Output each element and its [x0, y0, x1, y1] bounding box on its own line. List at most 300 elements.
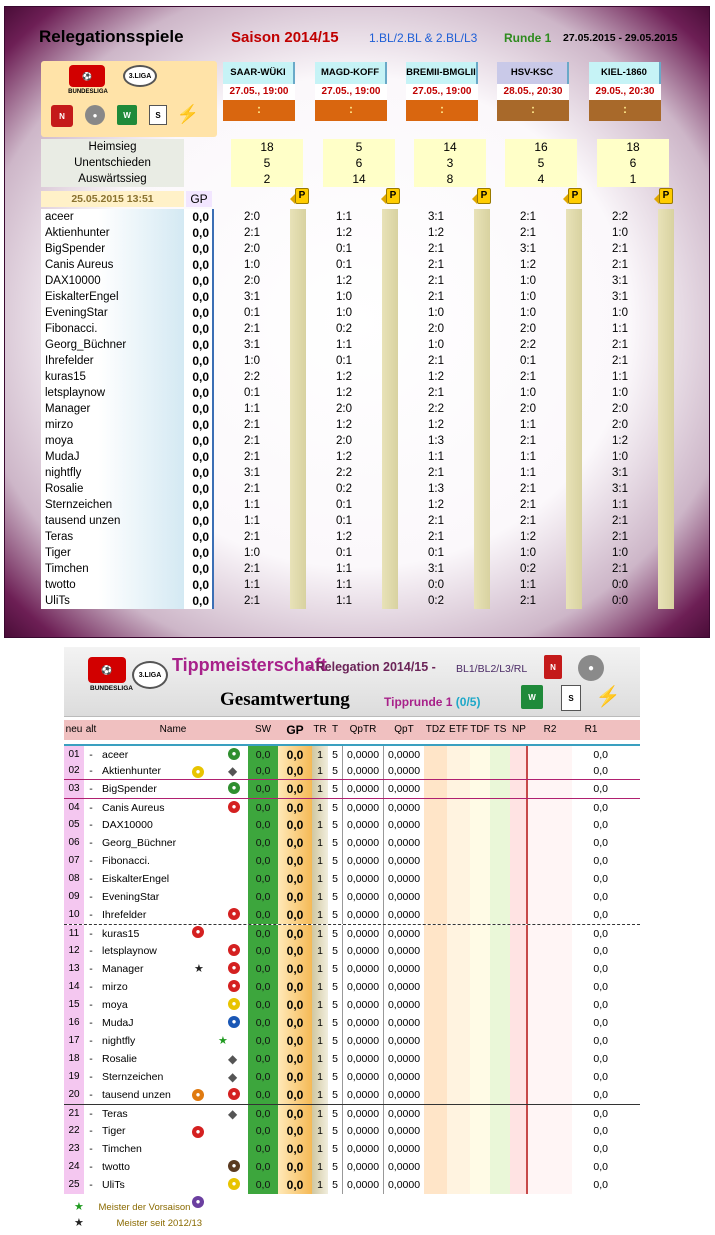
player-gp: 0,0: [184, 449, 214, 465]
col-ts: [490, 978, 510, 996]
tip-spacer: [382, 417, 398, 433]
match-name: KIEL-1860: [589, 62, 661, 84]
player-gp: 0,0: [184, 577, 214, 593]
tip-spacer: [290, 321, 306, 337]
tip-spacer: [382, 225, 398, 241]
tip-spacer: [290, 305, 306, 321]
club-badges: [188, 960, 248, 978]
tip-spacer: [474, 273, 490, 289]
score-r1: 0,0: [593, 981, 608, 993]
player-name: kuras15: [41, 369, 184, 385]
col-ts: [490, 834, 510, 852]
club-badges: [188, 1068, 248, 1100]
player-name: letsplaynow: [41, 385, 184, 401]
player-name: Timchen: [102, 1143, 142, 1155]
col-r2: [528, 925, 572, 942]
score-qpt: 0,0000: [387, 873, 421, 885]
player-name: Aktienhunter: [41, 225, 184, 241]
player-name: tausend unzen: [41, 513, 184, 529]
col-ts: [490, 852, 510, 870]
rank-new: 25: [64, 1176, 84, 1194]
score-sw: 0,0: [248, 1122, 278, 1140]
tip-value: 1:1: [244, 499, 260, 511]
score-r1: 0,0: [593, 1035, 608, 1047]
score-qptr: 0,0000: [342, 1032, 384, 1050]
bayern-liga-icon: ⚡: [595, 685, 621, 708]
tip-value: 2:1: [520, 515, 536, 527]
tip-spacer: [382, 385, 398, 401]
tip-value: 2:1: [428, 467, 444, 479]
tip-spacer: [382, 353, 398, 369]
player-name: Teras: [102, 1108, 128, 1120]
score-r1: 0,0: [593, 1089, 608, 1101]
bundesliga-logo-text: BUNDESLIGA: [90, 685, 133, 692]
tip-value: 0:1: [336, 499, 352, 511]
ranking-row: [64, 762, 640, 780]
rank-old: -: [89, 1143, 93, 1155]
score-qptr: 0,0000: [342, 799, 384, 816]
rank-old: -: [89, 1035, 93, 1047]
col-etf: [447, 925, 470, 942]
rank-old: -: [89, 765, 93, 777]
tip-value: 1:3: [428, 435, 444, 447]
score-gp: 0,0: [278, 1140, 312, 1158]
tip-row: [41, 529, 679, 545]
stat-value: 6: [323, 155, 395, 171]
rank-old: -: [89, 783, 93, 795]
column-header: alt: [85, 724, 97, 735]
stat-value: 18: [597, 139, 669, 155]
score-t: 5: [332, 1035, 338, 1047]
tip-spacer: [658, 593, 674, 609]
match-column: [406, 62, 478, 121]
col-np: [510, 1140, 528, 1158]
club-badges: [188, 942, 248, 975]
col-tdz: [424, 834, 447, 852]
col-np: [510, 780, 528, 798]
score-t: 5: [332, 891, 338, 903]
tip-spacer: [658, 561, 674, 577]
club-badges: [188, 816, 248, 834]
tip-spacer: [566, 241, 582, 257]
score-gp: 0,0: [278, 799, 312, 816]
rank-old: -: [89, 1179, 93, 1191]
tipprunde-text: Tipprunde 1: [384, 695, 453, 709]
rank-old: -: [89, 749, 93, 761]
col-tdf: [470, 925, 490, 942]
tip-row: [41, 417, 679, 433]
player-gp: 0,0: [184, 289, 214, 305]
col-tdf: [470, 1105, 490, 1122]
tip-spacer: [658, 241, 674, 257]
tip-spacer: [658, 481, 674, 497]
tip-value: 1:1: [612, 371, 628, 383]
club-badge-icon: ●: [192, 766, 204, 778]
tip-spacer: [382, 273, 398, 289]
score-t: 5: [332, 1179, 338, 1191]
col-tdf: [470, 1032, 490, 1050]
rank-new: 13: [64, 960, 84, 978]
p-button[interactable]: P: [659, 188, 673, 204]
tip-row: [41, 593, 679, 609]
tip-spacer: [382, 401, 398, 417]
club-badges: [188, 906, 248, 937]
rank-new: 12: [64, 942, 84, 960]
score-sw: 0,0: [248, 1050, 278, 1068]
player-name: EiskalterEngel: [102, 873, 170, 885]
tip-row: [41, 289, 679, 305]
score-sw: 0,0: [248, 762, 278, 779]
rank-new: 04: [64, 799, 84, 816]
tip-value: 2:1: [244, 435, 260, 447]
col-etf: [447, 780, 470, 798]
tip-value: 2:1: [612, 339, 628, 351]
col-tdf: [470, 834, 490, 852]
col-r2: [528, 780, 572, 798]
score-tr: 1: [312, 834, 328, 852]
ranking-row: [64, 1158, 640, 1176]
ball-icon: ●: [85, 105, 105, 125]
tip-spacer: [566, 545, 582, 561]
col-np: [510, 870, 528, 888]
score-qptr: 0,0000: [342, 1176, 384, 1194]
col-tdf: [470, 960, 490, 978]
tip-value: 1:1: [336, 595, 352, 607]
ranking-row: [64, 816, 640, 834]
rank-new: 23: [64, 1140, 84, 1158]
col-etf: [447, 1122, 470, 1140]
tip-value: 2:0: [612, 403, 628, 415]
col-tdz: [424, 925, 447, 942]
score-qpt: 0,0000: [387, 891, 421, 903]
p-button[interactable]: P: [295, 188, 309, 204]
tip-row: [41, 449, 679, 465]
col-tdz: [424, 942, 447, 960]
player-gp: 0,0: [184, 337, 214, 353]
score-tr: 1: [312, 1105, 328, 1122]
club-badges: [188, 996, 248, 1014]
col-etf: [447, 1140, 470, 1158]
score-gp: 0,0: [278, 888, 312, 906]
player-gp: 0,0: [184, 241, 214, 257]
stat-value: 1: [597, 171, 669, 187]
club-badges: [188, 746, 248, 777]
stat-value: 4: [505, 171, 577, 187]
player-name: Sternzeichen: [102, 1071, 164, 1083]
club-badge-icon: ●: [228, 1160, 240, 1172]
score-gp: 0,0: [278, 834, 312, 852]
tip-spacer: [566, 433, 582, 449]
ranking-row: [64, 852, 640, 870]
score-qpt: 0,0000: [387, 1017, 421, 1029]
column-header: QpTR: [349, 724, 377, 735]
score-qpt: 0,0000: [387, 1089, 421, 1101]
tip-spacer: [290, 465, 306, 481]
col-etf: [447, 762, 470, 779]
col-tdf: [470, 746, 490, 762]
star-black-icon: ★: [194, 963, 204, 975]
player-name: letsplaynow: [102, 945, 157, 957]
liga3-logo: 3.LIGA: [123, 65, 157, 87]
score-r1: 0,0: [593, 837, 608, 849]
col-tdz: [424, 780, 447, 798]
score-tr: 1: [312, 1122, 328, 1140]
match-name: HSV-KSC: [497, 62, 569, 84]
tip-spacer: [290, 545, 306, 561]
player-name: Aktienhunter: [102, 765, 161, 777]
tip-value: 2:2: [336, 467, 352, 479]
score-t: 5: [332, 783, 338, 795]
tip-value: 3:1: [612, 291, 628, 303]
col-etf: [447, 1105, 470, 1122]
player-name: mirzo: [41, 417, 184, 433]
tip-spacer: [658, 353, 674, 369]
col-tdz: [424, 1050, 447, 1068]
tip-spacer: [658, 449, 674, 465]
score-r1: 0,0: [593, 783, 608, 795]
col-tdf: [470, 1050, 490, 1068]
relegation-subtitle: - Relegation 2014/15 -: [308, 660, 436, 674]
rank-new: 21: [64, 1105, 84, 1122]
tip-spacer: [566, 305, 582, 321]
col-tdz: [424, 978, 447, 996]
column-header: GP: [286, 723, 304, 737]
player-name: Ihrefelder: [102, 909, 147, 921]
tip-value: 2:1: [520, 483, 536, 495]
score-qptr: 0,0000: [342, 1014, 384, 1032]
col-tdz: [424, 1158, 447, 1176]
col-np: [510, 942, 528, 960]
gp-header: GP: [186, 191, 212, 207]
club-badges: [188, 1176, 248, 1207]
col-tdz: [424, 1032, 447, 1050]
tip-row: [41, 401, 679, 417]
player-name: Georg_Büchner: [41, 337, 184, 353]
score-qptr: 0,0000: [342, 746, 384, 762]
ranking-row: [64, 1176, 640, 1207]
score-qpt: 0,0000: [387, 783, 421, 795]
ranking-row: [64, 996, 640, 1014]
score-tr: 1: [312, 1068, 328, 1086]
stat-label-auswaertssieg: Auswärtssieg: [41, 171, 184, 187]
score-qptr: 0,0000: [342, 816, 384, 834]
score-gp: 0,0: [278, 746, 312, 762]
col-np: [510, 816, 528, 834]
player-gp: 0,0: [184, 545, 214, 561]
player-name: UliTs: [41, 593, 184, 609]
tip-value: 1:2: [336, 371, 352, 383]
score-qpt: 0,0000: [387, 945, 421, 957]
tip-spacer: [658, 289, 674, 305]
col-tdz: [424, 746, 447, 762]
player-gp: 0,0: [184, 257, 214, 273]
tip-spacer: [382, 497, 398, 513]
tip-value: 1:0: [244, 355, 260, 367]
tipprunde-label: [384, 695, 480, 709]
club-badge-icon: ●: [192, 926, 204, 938]
tip-value: 2:1: [520, 227, 536, 239]
tip-spacer: [658, 417, 674, 433]
col-etf: [447, 978, 470, 996]
match-column: [497, 62, 569, 121]
tip-value: 2:1: [612, 531, 628, 543]
tip-spacer: [658, 465, 674, 481]
score-r1: 0,0: [593, 873, 608, 885]
stat-value: 5: [323, 139, 395, 155]
tip-spacer: [566, 369, 582, 385]
col-ts: [490, 762, 510, 779]
club-badge-icon: ●: [228, 962, 240, 974]
tip-spacer: [382, 593, 398, 609]
player-name: Manager: [102, 963, 144, 975]
col-r2: [528, 906, 572, 924]
tip-value: 2:1: [428, 291, 444, 303]
col-tdf: [470, 1158, 490, 1176]
score-r1: 0,0: [593, 1053, 608, 1065]
score-t: 5: [332, 999, 338, 1011]
ranking-row: [64, 960, 640, 978]
score-sw: 0,0: [248, 746, 278, 762]
tip-value: 1:0: [520, 275, 536, 287]
score-tr: 1: [312, 870, 328, 888]
stat-value: 16: [505, 139, 577, 155]
column-header: Name: [159, 724, 187, 735]
col-ts: [490, 960, 510, 978]
star-green-icon: ★: [218, 1035, 228, 1047]
club-badge-icon: ●: [228, 1178, 240, 1190]
col-etf: [447, 1014, 470, 1032]
p-button[interactable]: P: [477, 188, 491, 204]
score-qptr: 0,0000: [342, 1105, 384, 1122]
player-name: aceer: [102, 749, 129, 761]
ranking-row: [64, 1050, 640, 1068]
tip-row: [41, 513, 679, 529]
ranking-row: [64, 870, 640, 888]
tip-spacer: [658, 433, 674, 449]
legend-text: Meister der Vorsaison: [98, 1202, 191, 1213]
page-title: Relegationsspiele: [39, 27, 184, 46]
tip-spacer: [382, 241, 398, 257]
tip-spacer: [474, 369, 490, 385]
col-etf: [447, 906, 470, 924]
col-np: [510, 746, 528, 762]
col-etf: [447, 852, 470, 870]
column-header: neu: [65, 724, 83, 735]
player-name: Canis Aureus: [41, 257, 184, 273]
score-sw: 0,0: [248, 1158, 278, 1176]
tip-row: [41, 497, 679, 513]
tip-spacer: [290, 449, 306, 465]
stat-value: 14: [414, 139, 486, 155]
tip-value: 2:1: [428, 531, 444, 543]
bayern-liga-icon: ⚡: [176, 103, 200, 124]
column-header: NP: [512, 724, 526, 735]
score-qpt: 0,0000: [387, 981, 421, 993]
tip-spacer: [566, 465, 582, 481]
tip-value: 3:1: [428, 563, 444, 575]
tip-value: 1:3: [428, 483, 444, 495]
tip-value: 1:2: [428, 371, 444, 383]
col-tdz: [424, 1122, 447, 1140]
liga3-logo: 3.LIGA: [132, 661, 168, 689]
player-gp: 0,0: [184, 305, 214, 321]
col-r2: [528, 1068, 572, 1086]
col-ts: [490, 746, 510, 762]
tip-spacer: [658, 545, 674, 561]
club-badges: [188, 1105, 248, 1137]
col-etf: [447, 942, 470, 960]
score-t: 5: [332, 873, 338, 885]
tip-value: 2:2: [244, 371, 260, 383]
player-name: tausend unzen: [102, 1089, 171, 1101]
match-score: :: [406, 100, 478, 121]
tip-spacer: [382, 545, 398, 561]
player-name: nightfly: [102, 1035, 136, 1047]
legend-text: Meister seit 2012/13: [116, 1218, 203, 1229]
stat-value: 5: [231, 155, 303, 171]
tip-row: [41, 321, 679, 337]
tip-value: 1:0: [428, 307, 444, 319]
tippmeisterschaft-title: Tippmeisterschaft: [172, 655, 327, 675]
tip-spacer: [290, 369, 306, 385]
match-date: 29.05., 20:30: [589, 84, 661, 100]
club-badge-icon: ●: [192, 1126, 204, 1138]
p-button[interactable]: P: [568, 188, 582, 204]
tip-spacer: [658, 513, 674, 529]
match-score: :: [315, 100, 387, 121]
score-r1: 0,0: [593, 891, 608, 903]
col-tdz: [424, 762, 447, 779]
tip-value: 1:2: [336, 387, 352, 399]
rank-new: 14: [64, 978, 84, 996]
tip-value: 0:1: [336, 355, 352, 367]
score-t: 5: [332, 802, 338, 814]
score-t: 5: [332, 1161, 338, 1173]
tip-value: 1:1: [244, 579, 260, 591]
score-r1: 0,0: [593, 855, 608, 867]
player-name: EveningStar: [41, 305, 184, 321]
col-r2: [528, 888, 572, 906]
tip-value: 3:1: [244, 339, 260, 351]
match-score: :: [223, 100, 295, 121]
match-score: :: [589, 100, 661, 121]
rank-new: 03: [64, 780, 84, 798]
rank-old: -: [89, 1108, 93, 1120]
player-gp: 0,0: [184, 481, 214, 497]
tip-value: 1:1: [520, 451, 536, 463]
col-tdf: [470, 780, 490, 798]
tip-value: 1:0: [520, 547, 536, 559]
tip-value: 1:1: [336, 339, 352, 351]
tip-spacer: [382, 449, 398, 465]
tip-spacer: [474, 577, 490, 593]
player-name: Fibonacci.: [102, 855, 150, 867]
tip-spacer: [658, 577, 674, 593]
col-np: [510, 1122, 528, 1140]
tip-row: [41, 353, 679, 369]
score-qpt: 0,0000: [387, 1161, 421, 1173]
score-qpt: 0,0000: [387, 1053, 421, 1065]
column-header: R1: [584, 724, 598, 735]
p-button[interactable]: P: [386, 188, 400, 204]
tip-spacer: [566, 353, 582, 369]
score-qptr: 0,0000: [342, 870, 384, 888]
score-t: 5: [332, 749, 338, 761]
column-header: ETF: [449, 724, 468, 735]
score-gp: 0,0: [278, 870, 312, 888]
club-badge-icon: ◆: [228, 1107, 238, 1121]
col-ts: [490, 1068, 510, 1086]
